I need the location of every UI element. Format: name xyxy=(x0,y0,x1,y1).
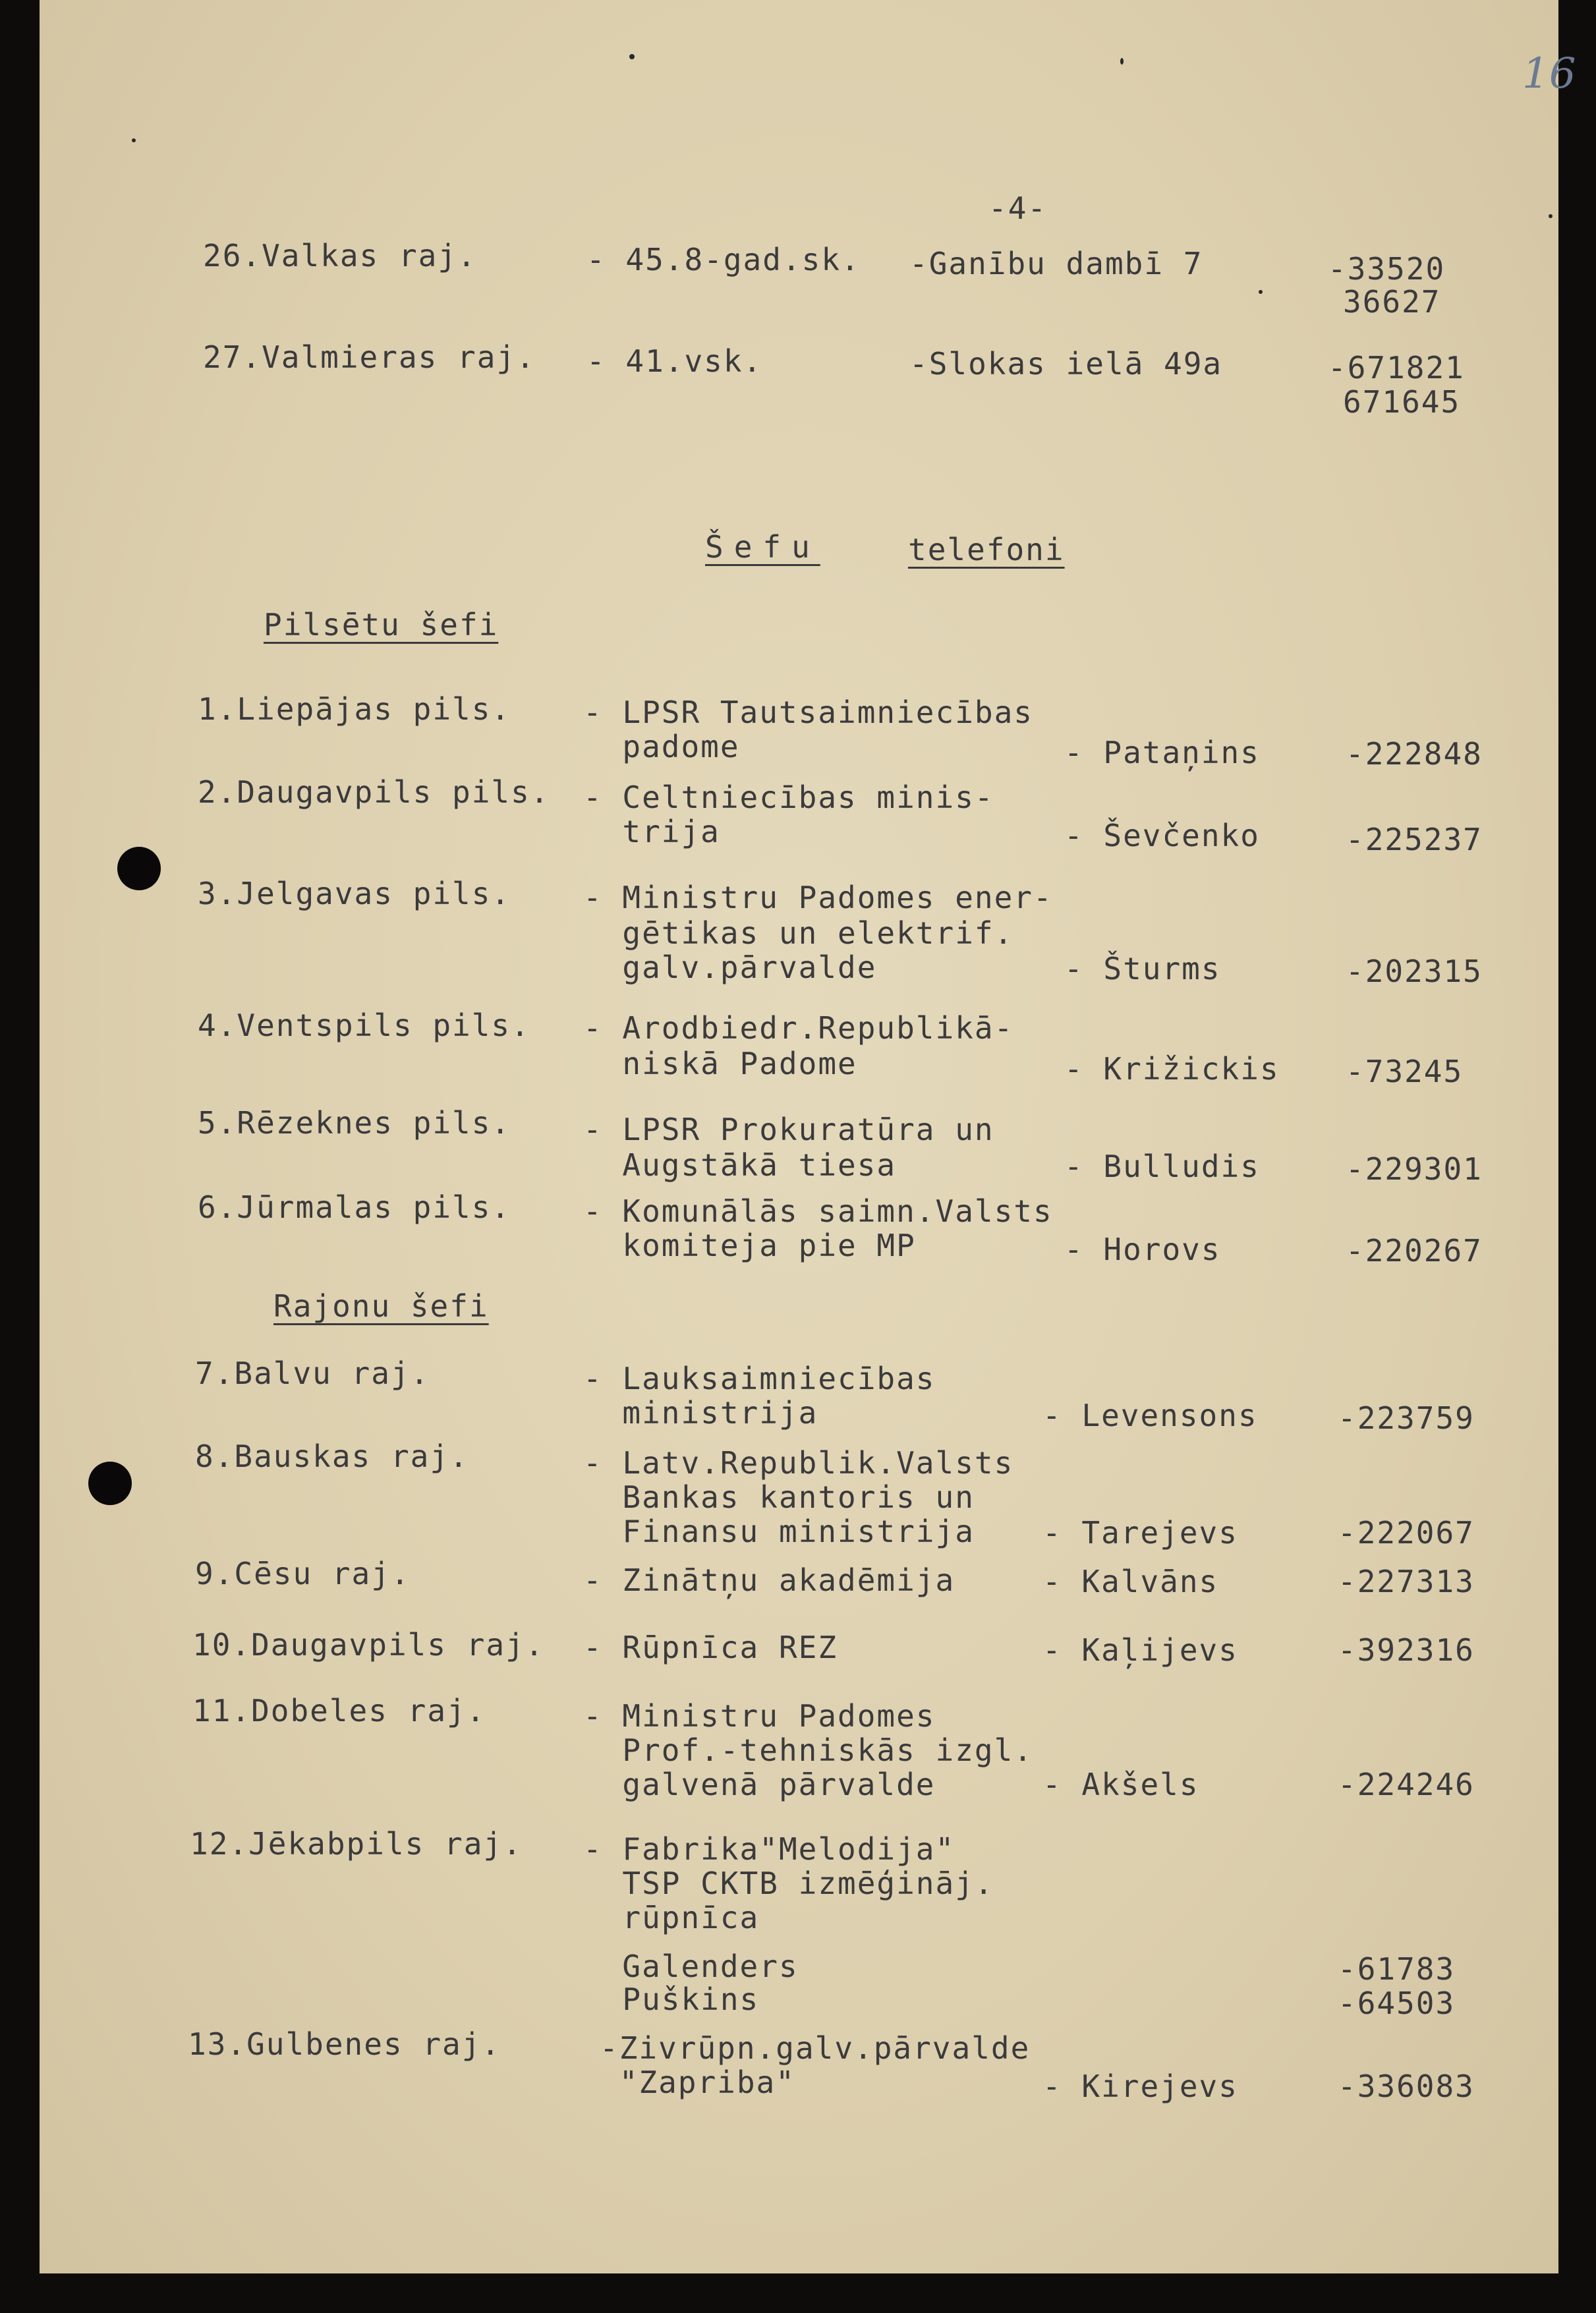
district: 2.Daugavpils pils. xyxy=(198,774,550,810)
organization: -Zivrūpn.galv.pārvalde xyxy=(600,2030,1031,2066)
person: - Kaļijevs xyxy=(1042,1632,1238,1668)
phone: -392316 xyxy=(1338,1632,1475,1668)
phone: 671645 xyxy=(1343,384,1461,420)
heading-word: telefoni xyxy=(908,532,1065,567)
phone: -33520 xyxy=(1328,251,1446,287)
person: Galenders xyxy=(583,1949,799,1984)
document-page xyxy=(40,0,1576,2273)
place: - 45.8-gad.sk. xyxy=(586,242,861,277)
subsection-title: Rajonu šefi xyxy=(273,1288,489,1324)
organization: galvenā pārvalde xyxy=(583,1767,936,1802)
person: - Šturms xyxy=(1064,951,1221,986)
organization: Finansu ministrija xyxy=(583,1514,975,1549)
organization: - Ministru Padomes xyxy=(583,1698,936,1734)
person: - Horovs xyxy=(1064,1232,1221,1267)
page-number: -4- xyxy=(988,190,1048,226)
organization: Augstākā tiesa xyxy=(583,1147,897,1183)
place: - 41.vsk. xyxy=(586,343,763,379)
phone: -225237 xyxy=(1346,822,1483,857)
person: - Kirejevs xyxy=(1042,2069,1238,2104)
organization: rūpnīca xyxy=(583,1900,760,1935)
phone: -222848 xyxy=(1346,736,1483,772)
address: -Ganību dambī 7 xyxy=(909,246,1203,281)
organization: galv.pārvalde xyxy=(583,950,877,985)
organization: - Latv.Republik.Valsts xyxy=(583,1445,1014,1481)
organization: Prof.-tehniskās izgl. xyxy=(583,1732,1033,1768)
ink-speck xyxy=(629,54,635,59)
person: - Križickis xyxy=(1064,1051,1280,1087)
district: 11.Dobeles raj. xyxy=(192,1693,486,1728)
organization: - Arodbiedr.Republikā- xyxy=(583,1010,1014,1046)
person: - Akšels xyxy=(1042,1767,1199,1802)
organization: - LPSR Prokuratūra un xyxy=(583,1112,994,1147)
phone: -61783 xyxy=(1338,1951,1456,1987)
punch-hole xyxy=(117,847,161,890)
district: 13.Gulbenes raj. xyxy=(188,2026,501,2062)
organization: "Zapriba" xyxy=(600,2065,795,2100)
subsection-title: Pilsētu šefi xyxy=(264,607,499,642)
phone: -224246 xyxy=(1338,1767,1475,1802)
phone: -229301 xyxy=(1346,1151,1483,1187)
ink-speck xyxy=(132,138,136,142)
district: 27.Valmieras raj. xyxy=(203,339,536,375)
organization: Bankas kantoris un xyxy=(583,1479,975,1515)
phone: -73245 xyxy=(1346,1054,1464,1089)
phone: -220267 xyxy=(1346,1233,1483,1269)
district: 3.Jelgavas pils. xyxy=(198,876,511,911)
punch-hole xyxy=(88,1462,132,1505)
person: - Ševčenko xyxy=(1064,818,1260,853)
person: - Kalvāns xyxy=(1042,1564,1219,1599)
heading-word: Šefu xyxy=(705,529,820,565)
organization: padome xyxy=(583,729,740,764)
ink-speck xyxy=(1120,58,1124,65)
ink-speck xyxy=(1259,290,1263,294)
person: - Bulludis xyxy=(1064,1149,1260,1184)
organization: - Rūpnīca REZ xyxy=(583,1630,838,1665)
person: - Tarejevs xyxy=(1042,1515,1238,1551)
phone: -227313 xyxy=(1338,1564,1475,1599)
phone: 36627 xyxy=(1343,284,1441,320)
organization: gētikas un elektrif. xyxy=(583,915,1014,951)
handwritten-folio: 16 xyxy=(1522,49,1576,98)
phone: -64503 xyxy=(1338,1985,1456,2021)
phone: -671821 xyxy=(1328,350,1465,386)
district: 1.Liepājas pils. xyxy=(198,691,511,727)
organization: - Fabrika"Melodija" xyxy=(583,1831,955,1867)
organization: ministrija xyxy=(583,1395,818,1431)
district: 9.Cēsu raj. xyxy=(195,1556,411,1591)
district: 5.Rēzeknes pils. xyxy=(198,1105,511,1141)
district: 7.Balvu raj. xyxy=(195,1356,430,1391)
person: - Pataņins xyxy=(1064,735,1260,770)
organization: niskā Padome xyxy=(583,1046,857,1081)
organization: - Ministru Padomes ener- xyxy=(583,880,1053,915)
district: 10.Daugavpils raj. xyxy=(192,1627,545,1663)
district: 6.Jūrmalas pils. xyxy=(198,1189,511,1225)
phone: -223759 xyxy=(1338,1400,1475,1436)
organization: TSP CKTB izmēģināj. xyxy=(583,1866,994,1901)
organization: - Komunālās saimn.Valsts xyxy=(583,1193,1053,1229)
organization: trija xyxy=(583,814,720,849)
district: 8.Bauskas raj. xyxy=(195,1439,469,1474)
organization: - Lauksaimniecības xyxy=(583,1361,936,1396)
organization: - Celtniecības minis- xyxy=(583,780,994,815)
person: - Levensons xyxy=(1042,1398,1258,1433)
organization: - Zinātņu akadēmija xyxy=(583,1562,955,1598)
address: -Slokas ielā 49a xyxy=(909,346,1223,382)
phone: -202315 xyxy=(1346,954,1483,989)
organization: komiteja pie MP xyxy=(583,1228,916,1263)
phone: -222067 xyxy=(1338,1515,1475,1551)
phone: -336083 xyxy=(1338,2069,1475,2104)
ink-speck xyxy=(1549,214,1553,218)
district: 12.Jēkabpils raj. xyxy=(190,1826,523,1862)
organization: - LPSR Tautsaimniecības xyxy=(583,695,1033,730)
district: 26.Valkas raj. xyxy=(203,238,477,273)
district: 4.Ventspils pils. xyxy=(198,1008,530,1043)
person: Puškins xyxy=(583,1982,760,2017)
